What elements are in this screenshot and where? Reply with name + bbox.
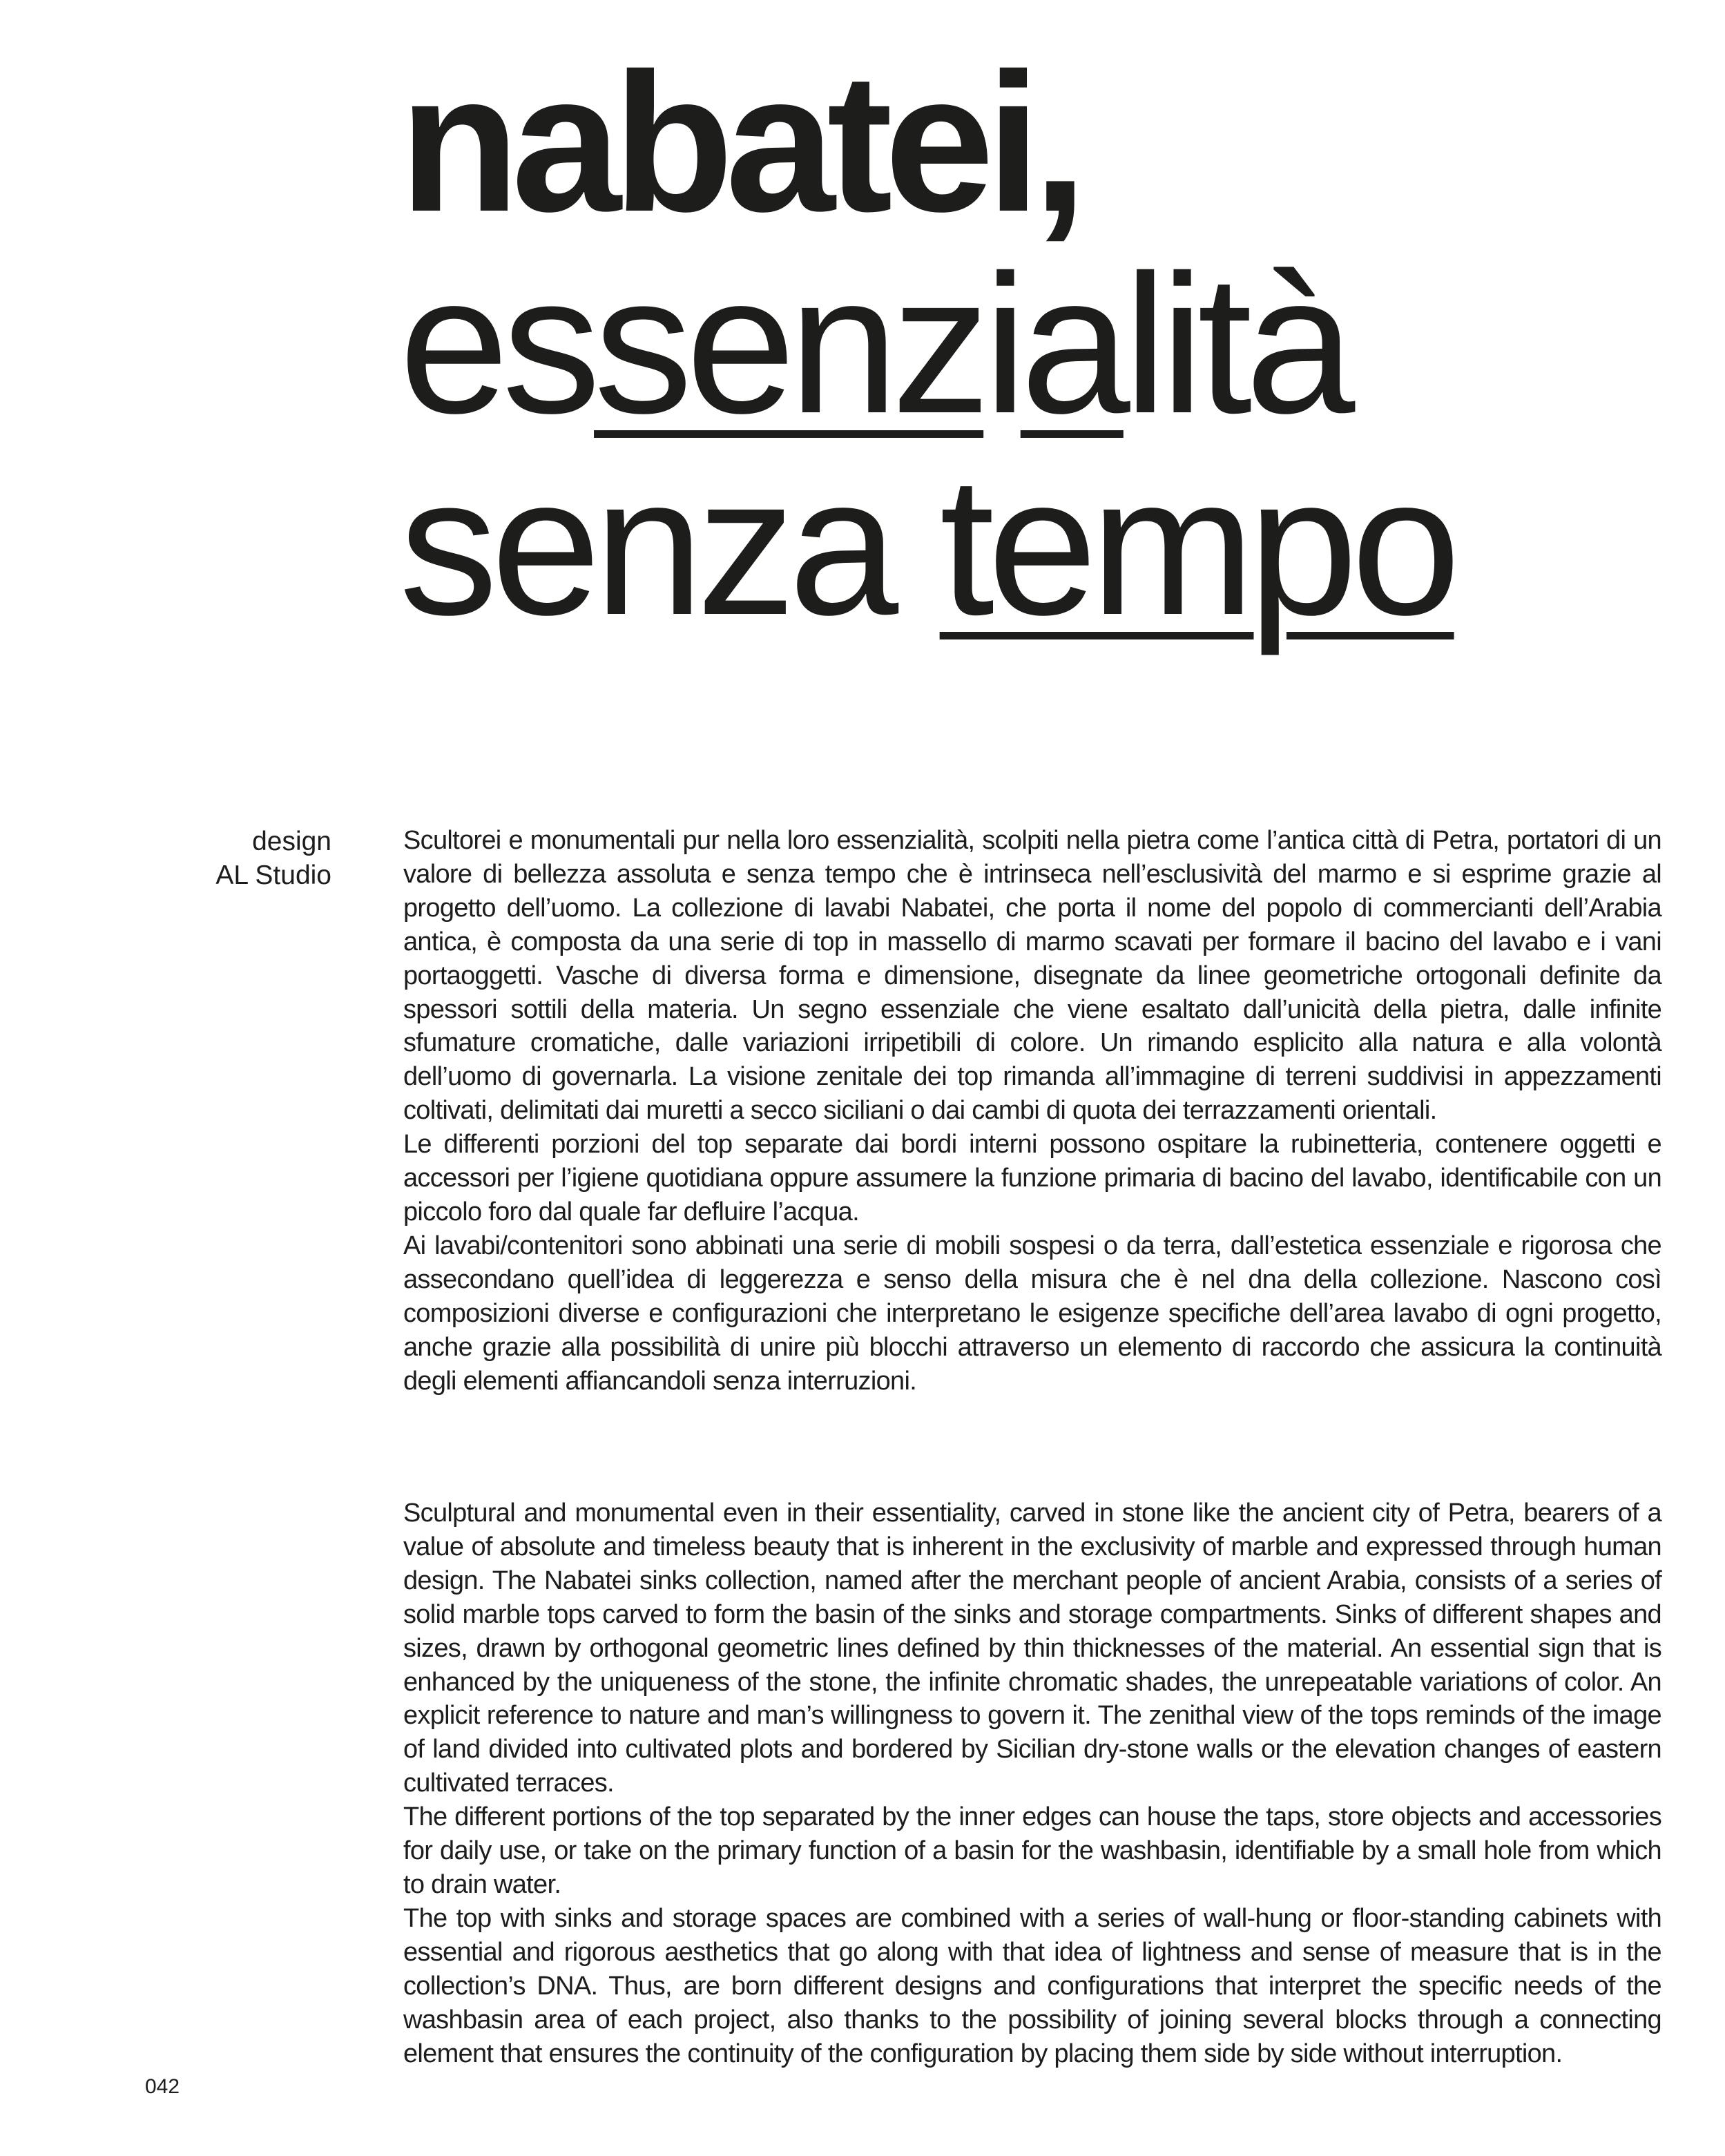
- english-paragraph-1: Sculptural and monumental even in their essentiality, carved in stone like the ancient city of Petra, bearers of a value of absolute and timeless beauty that is inherent in the exclusivity of marble and expressed through human design. The Nabatei sinks collection, named after the merchant people of ancient Arabia, consists of a series of solid marble tops carved to form the basin of the sinks and storage compartments. Sinks of different shapes and sizes, drawn by orthogonal geometric lines defined by thin thicknesses of the material. An essential sign that is enhanced by the uniqueness of the stone, the infinite chromatic shades, the unrepeatable variations of color. An explicit reference to nature and man’s willingness to govern it. The zenithal view of the tops reminds of the image of land divided into cultivated plots and bordered by Sicilian dry-stone walls or the elevation changes of eastern cultivated terraces.: [403, 1499, 1661, 1798]
- headline-line-3-underlined: tempo: [939, 435, 1454, 656]
- headline-line-3-part-1: senza: [399, 435, 940, 656]
- credit-designer: AL Studio: [215, 860, 331, 890]
- credit-label: design: [252, 827, 331, 856]
- headline-line-2: [399, 233, 1504, 454]
- english-text-block: [403, 1496, 1661, 2070]
- english-paragraph-2: The different portions of the top separated by the inner edges can house the taps, store objects and accessories for daily use, or take on the primary function of a basin for the washbasin, identifiable by a small hole from which to drain water.: [403, 1802, 1661, 1899]
- headline-line-1: nabatei,: [399, 32, 1079, 253]
- italian-paragraph-3: Ai lavabi/contenitori sono abbinati una serie di mobili sospesi o da terra, dall’estetica essenziale e rigorosa che assecondano quell’idea di leggerezza e senso della misura che è nel dna della collezione. Nascono così composizioni diverse e configurazioni che interpretano le esigenze specifiche dell’area lavabo di ogni progetto, anche grazie alla possibilità di unire più blocchi attraverso un elemento di raccordo che assicura la continuità degli elementi affiancandoli senza interruzioni.: [403, 1231, 1661, 1396]
- headline-line-2-part-5: lità: [1123, 233, 1349, 454]
- headline-line-2-part-3: i: [983, 233, 1021, 454]
- headline-line-2-underlined-1: senz: [594, 233, 984, 454]
- italian-paragraph-2: Le differenti porzioni del top separate dai bordi interni possono ospitare la rubinetteria, contenere oggetti e accessori per l’igiene quotidiana oppure assumere la funzione primaria di bacino del lavabo, identificabile con un piccolo foro dal quale far defluire l’acqua.: [403, 1130, 1661, 1226]
- page-title: [399, 32, 1504, 656]
- headline-line-2-underlined-2: a: [1020, 233, 1124, 454]
- design-credit: [215, 825, 331, 892]
- headline-line-2-part-1: es: [399, 233, 595, 454]
- headline-line-3: [399, 435, 1504, 656]
- page-number: 042: [145, 2075, 180, 2098]
- italian-text-block: [403, 824, 1661, 1398]
- english-paragraph-3: The top with sinks and storage spaces are combined with a series of wall-hung or floor-standing cabinets with essential and rigorous aesthetics that go along with that idea of lightness and sense of measure that is in the collection’s DNA. Thus, are born different designs and configurations that interpret the specific needs of the washbasin area of each project, also thanks to the possibility of joining several blocks through a connecting element that ensures the continuity of the configuration by placing them side by side without interruption.: [403, 1903, 1661, 2068]
- italian-paragraph-1: Scultorei e monumentali pur nella loro essenzialità, scolpiti nella pietra come l’antica città di Petra, portatori di un valore di bellezza assoluta e senza tempo che è intrinseca nell’esclusività del marmo e si esprime grazie al progetto dell’uomo. La collezione di lavabi Nabatei, che porta il nome del popolo di commercianti dell’Arabia antica, è composta da una serie di top in massello di marmo scavati per formare il bacino del lavabo e i vani portaoggetti. Vasche di diversa forma e dimensione, disegnate da linee geometriche ortogonali definite da spessori sottili della materia. Un segno essenziale che viene esaltato dall’unicità della pietra, dalle infinite sfumature cromatiche, dalle variazioni irripetibili di colore. Un rimando esplicito alla natura e alla volontà dell’uomo di governarla. La visione zenitale dei top rimanda all’immagine di terreni suddivisi in appezzamenti coltivati, delimitati dai muretti a secco siciliani o dai cambi di quota dei terrazzamenti orientali.: [403, 826, 1661, 1126]
